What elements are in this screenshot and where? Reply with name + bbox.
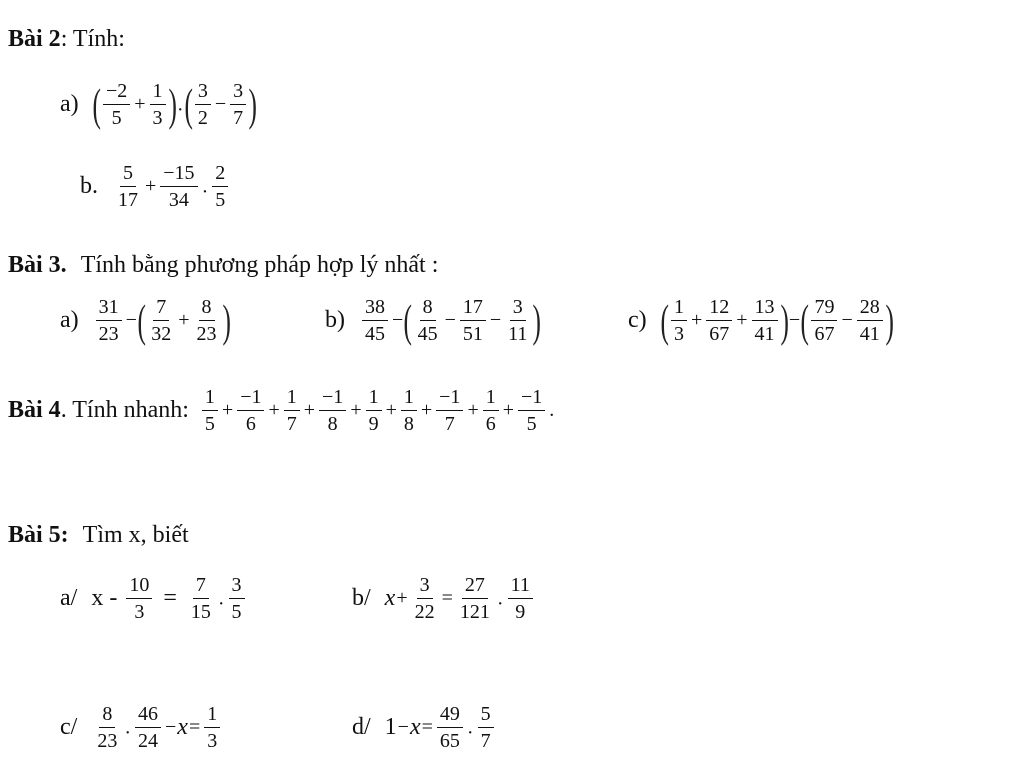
denominator: 34 [168,189,189,211]
bai5-a-label: a/ [60,585,78,611]
bai3-b [325,296,541,345]
fraction [437,703,463,752]
plus-sign: + [736,309,748,331]
denominator: 9 [368,413,379,435]
bai5-heading [8,522,189,549]
bai2-b-label: b. [80,173,98,199]
numerator: 12 [706,296,732,321]
fraction [195,80,211,129]
numerator: 3 [510,296,526,321]
equals-sign: = [441,587,453,609]
numerator: 3 [417,574,433,599]
bai5-title: Bài 5: [8,522,69,548]
minus-sign: − [125,309,137,331]
numerator: 8 [199,296,215,321]
denominator: 3 [152,107,163,129]
numerator: 38 [362,296,388,321]
numerator: 11 [508,574,533,599]
denominator: 5 [526,413,537,435]
fraction [508,574,533,623]
fraction [362,296,388,345]
fraction [188,574,214,623]
numerator: 1 [204,703,220,728]
bai5-b-label: b/ [352,585,371,611]
fraction [148,296,174,345]
equals-sign: = [163,585,177,611]
fraction [811,296,837,345]
numerator: 8 [99,703,115,728]
bai2-b [80,162,231,211]
fraction [752,296,778,345]
paren-open: ( [137,294,146,346]
numerator: 13 [752,296,778,321]
denominator: 7 [480,730,491,752]
minus-sign: − [489,309,502,331]
denominator: 67 [814,323,835,345]
paren-open: ( [183,78,193,130]
plus-sign: + [303,399,316,421]
numerator: 49 [437,703,463,728]
denominator: 7 [286,413,297,435]
denominator: 65 [439,730,460,752]
denominator: 121 [459,601,490,623]
numerator: −1 [436,386,463,411]
numerator: 10 [126,574,152,599]
fraction [135,703,161,752]
paren-open: ( [403,294,413,346]
denominator: 11 [508,323,528,345]
minus-sign: − [444,309,456,331]
fraction [415,296,441,345]
paren-close: ) [221,294,231,346]
plus-sign: + [178,309,190,331]
bai2-title: Bài 2 [8,26,61,52]
minus-sign: − [392,309,404,331]
numerator: 31 [96,296,122,321]
denominator: 3 [207,730,218,752]
denominator: 7 [444,413,455,435]
bai4-title: Bài 4 [8,397,61,423]
bai5-c [60,703,223,752]
bai5-a-lhs: x - [91,585,118,611]
bai3-title: Bài 3. [8,252,67,278]
denominator: 3 [134,601,145,623]
denominator: 5 [215,189,226,211]
bai3-heading [8,252,438,279]
denominator: 6 [245,413,256,435]
multiply-dot: · [124,722,131,744]
fraction [229,574,245,623]
numerator: 3 [230,80,246,105]
fraction [94,703,120,752]
numerator: −1 [319,386,346,411]
denominator: 9 [515,601,526,623]
bai5-b [352,574,536,623]
fraction [96,296,122,345]
denominator: 6 [485,413,496,435]
bai5-title-rest: Tìm x, biết [82,522,189,548]
numerator: −1 [237,386,264,411]
equals-sign: = [188,716,201,738]
fraction [230,80,246,129]
plus-sign: + [502,399,514,421]
denominator: 5 [204,413,215,435]
fraction [160,162,197,211]
plus-sign: + [134,93,146,115]
fraction [412,574,438,623]
fraction [401,386,417,435]
denominator: 2 [197,107,208,129]
fraction [194,296,220,345]
plus-sign: + [467,399,479,421]
fraction [478,703,494,752]
fraction [319,386,346,435]
denominator: 23 [196,323,217,345]
fraction [706,296,732,345]
variable-x: x [409,714,421,740]
denominator: 23 [98,323,119,345]
bai4-line [8,386,555,435]
numerator: 79 [811,296,837,321]
denominator: 41 [859,323,880,345]
plus-sign: + [350,399,362,421]
fraction [103,80,130,129]
multiply-dot: · [496,593,504,615]
denominator: 17 [118,189,138,211]
numerator: 8 [420,296,436,321]
denominator: 67 [709,323,730,345]
paren-open: ( [92,78,101,130]
fraction [483,386,499,435]
fraction [857,296,883,345]
paren-close: ) [167,78,177,130]
denominator: 8 [327,413,338,435]
paren-open: ( [800,294,810,346]
minus-sign: − [788,309,801,331]
plus-sign: + [690,309,703,331]
numerator: 46 [135,703,161,728]
numerator: 17 [460,296,486,321]
minus-sign: − [841,309,853,331]
plus-sign: + [396,587,408,609]
fraction [150,80,166,129]
numerator: 1 [284,386,300,411]
paren-close: ) [885,294,894,346]
paren-close: ) [532,294,542,346]
bai5-c-label: c/ [60,714,78,740]
equals-sign: = [421,716,433,738]
bai3-b-label: b) [325,307,345,333]
paren-open: ( [660,294,669,346]
variable-x: x [384,585,396,611]
bai2-a-label: a) [60,91,79,117]
bai3-a-label: a) [60,307,79,333]
bai2-title-rest: : Tính: [60,26,125,52]
numerator: 1 [671,296,687,321]
numerator: 7 [153,296,169,321]
plus-sign: + [268,399,280,421]
numerator: −2 [103,80,130,105]
numerator: 1 [366,386,382,411]
bai3-c-label: c) [628,307,647,333]
plus-sign: + [420,399,433,421]
denominator: 22 [414,601,435,623]
multiply-dot: · [466,722,474,744]
fraction [204,703,220,752]
plus-sign: + [385,399,397,421]
numerator: 1 [401,386,417,411]
denominator: 32 [151,323,172,345]
multiply-dot: · [176,99,184,121]
variable-x: x [177,714,188,740]
denominator: 45 [365,323,385,345]
denominator: 41 [754,323,775,345]
numerator: 1 [150,80,166,105]
numerator: 3 [229,574,245,599]
numerator: 5 [478,703,494,728]
denominator: 23 [97,730,118,752]
fraction [212,162,228,211]
numerator: 1 [202,386,218,411]
fraction [202,386,218,435]
bai5-d-lhs: 1 [384,714,397,740]
numerator: −1 [518,386,545,411]
fraction [460,296,486,345]
denominator: 45 [417,323,438,345]
bai3-title-rest: Tính bằng phương pháp hợp lý nhất : [80,252,439,278]
numerator: 7 [193,574,209,599]
numerator: −15 [160,162,197,187]
numerator: 3 [195,80,211,105]
fraction [126,574,152,623]
numerator: 28 [857,296,883,321]
bai2-heading [8,26,125,53]
multiply-dot: · [201,181,209,203]
numerator: 1 [483,386,499,411]
fraction [671,296,687,345]
bai4-title-rest: . Tính nhanh: [60,397,189,423]
bai5-d [352,703,497,752]
fraction [115,162,141,211]
numerator: 2 [212,162,228,187]
denominator: 5 [231,601,242,623]
denominator: 51 [462,323,483,345]
denominator: 24 [138,730,158,752]
denominator: 5 [111,107,122,129]
period: . [549,399,555,421]
bai5-a [60,574,248,623]
fraction [505,296,530,345]
plus-sign: + [221,399,234,421]
bai3-a [60,296,230,345]
fraction [518,386,545,435]
denominator: 7 [233,107,244,129]
plus-sign: + [145,175,157,197]
minus-sign: − [165,716,177,738]
multiply-dot: · [217,593,225,615]
fraction [237,386,264,435]
numerator: 5 [120,162,136,187]
fraction [457,574,493,623]
denominator: 3 [673,323,684,345]
fraction [284,386,300,435]
minus-sign: − [397,716,409,738]
bai5-d-label: d/ [352,714,371,740]
paren-close: ) [248,78,258,130]
fraction [366,386,382,435]
bai3-c [628,296,893,345]
bai2-a [60,80,256,129]
fraction [436,386,463,435]
denominator: 15 [190,601,211,623]
paren-close: ) [779,294,789,346]
numerator: 27 [462,574,488,599]
minus-sign: − [214,93,227,115]
denominator: 8 [403,413,414,435]
